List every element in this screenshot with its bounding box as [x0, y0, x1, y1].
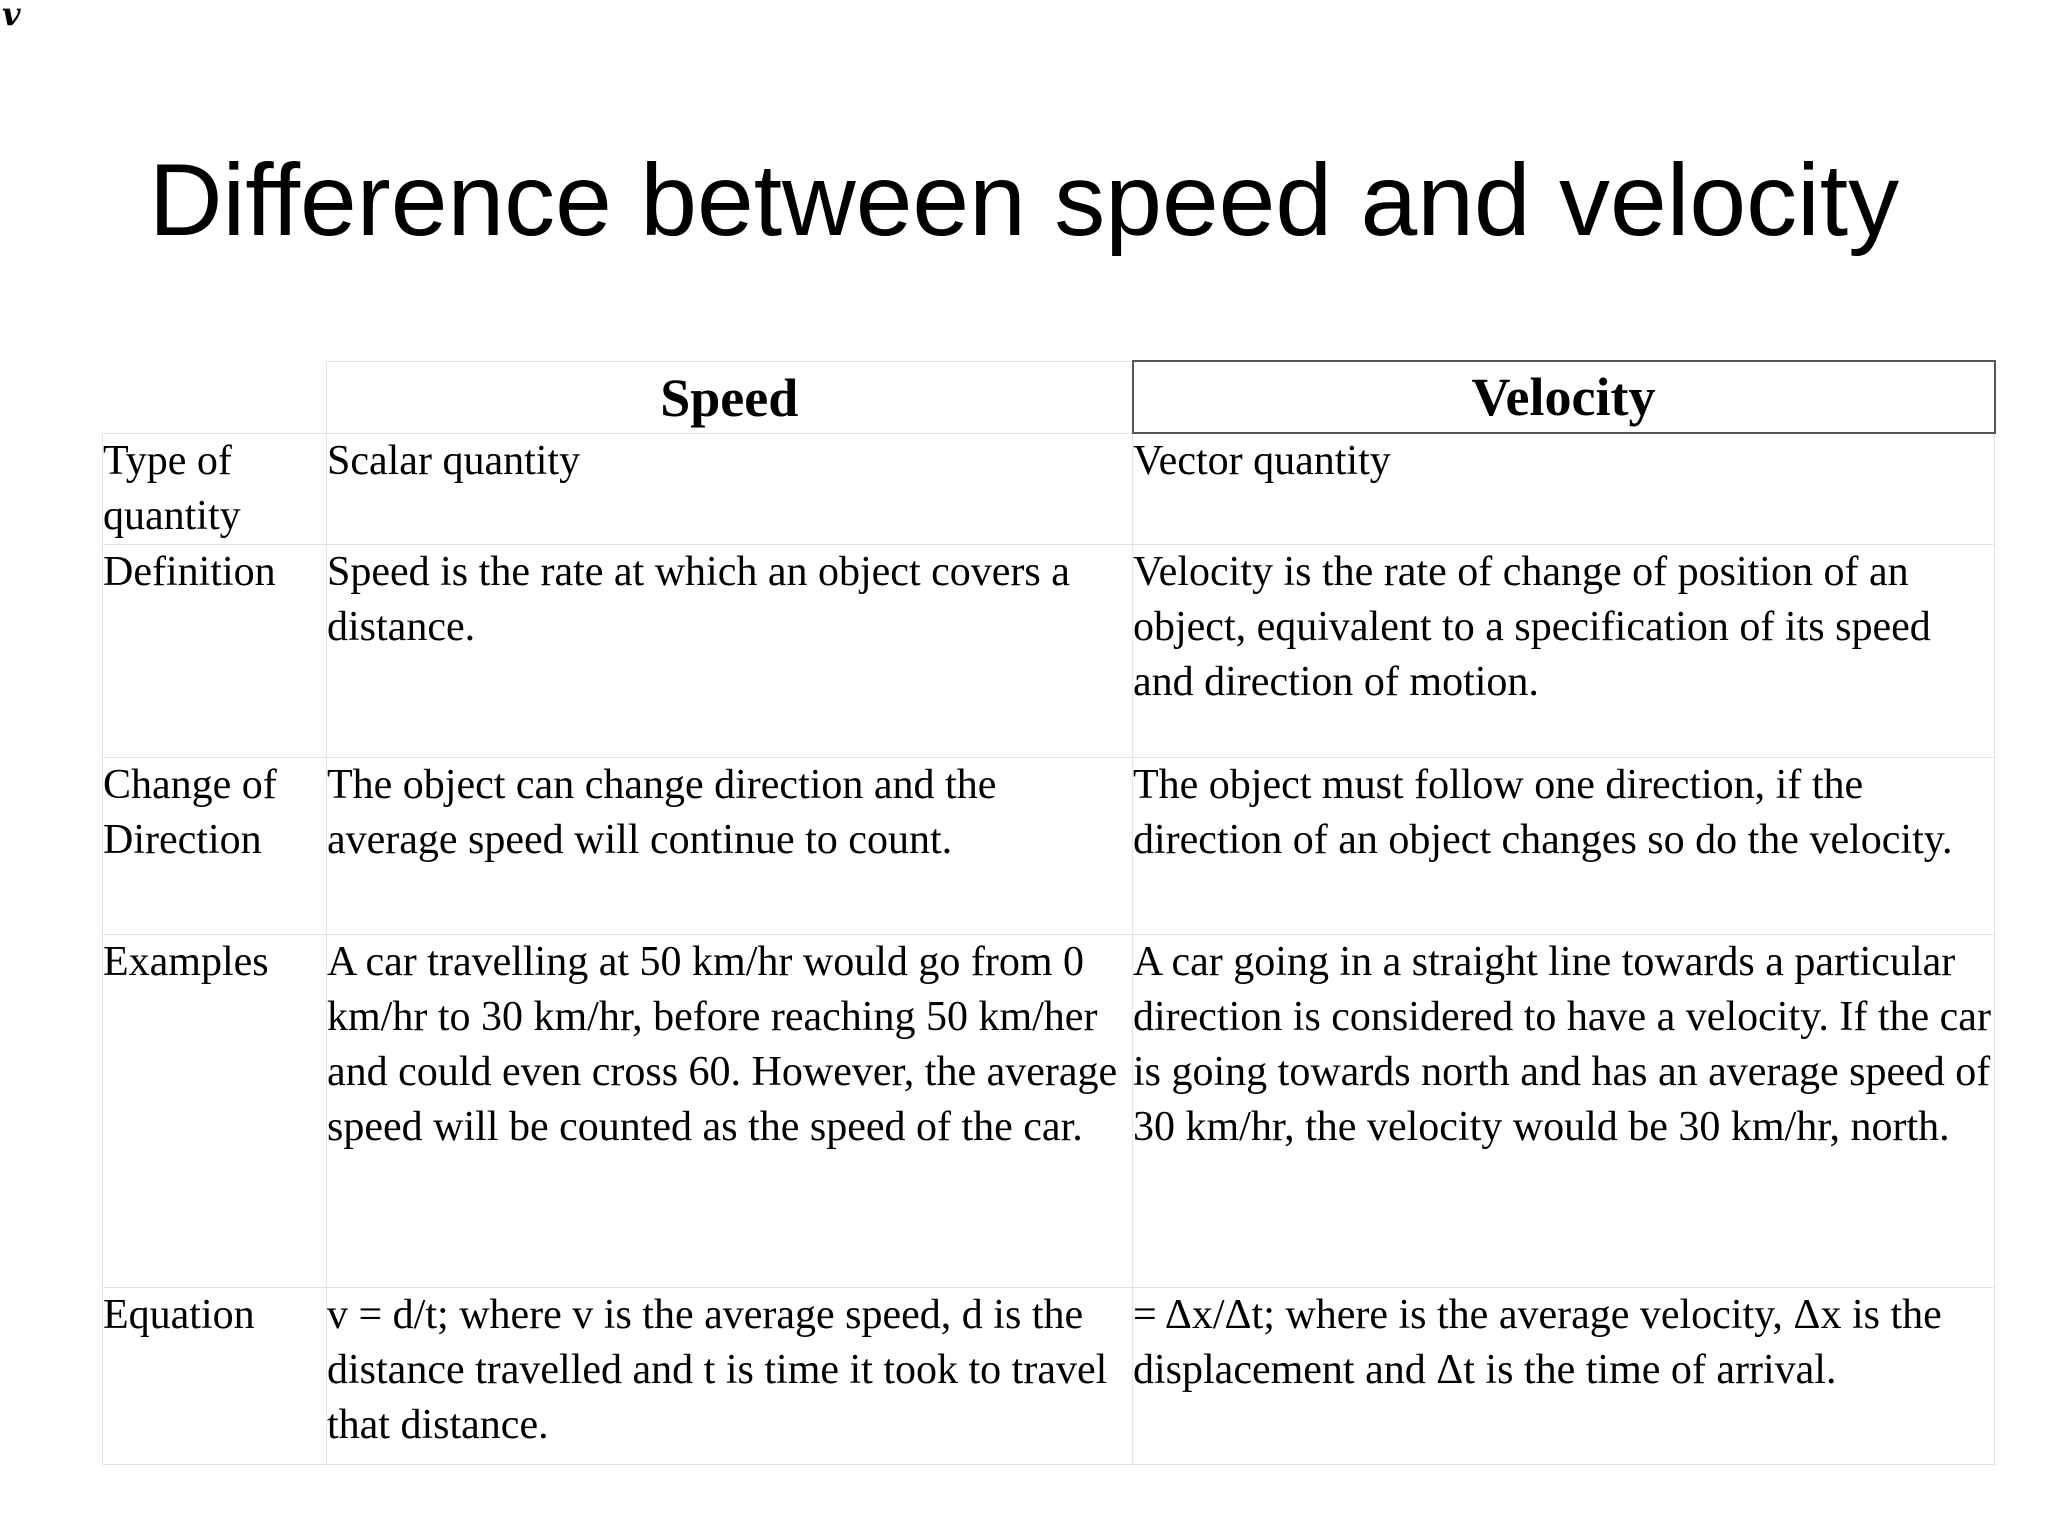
table-row — [103, 934, 1995, 1287]
row-label: Change of Direction — [103, 757, 327, 934]
header-blank-cell — [103, 361, 327, 433]
row-label: Definition — [103, 544, 327, 757]
table-row — [103, 544, 1995, 757]
row-label: Examples — [103, 934, 327, 1287]
table-header-row — [103, 361, 1995, 433]
velocity-cell: The object must follow one direction, if the direction of an object changes so do the velocity. — [1133, 757, 1995, 934]
speed-cell: A car travelling at 50 km/hr would go from 0 km/hr to 30 km/hr, before reaching 50 km/her and could even cross 60. However, the average speed will be counted as the speed of the car. — [327, 934, 1133, 1287]
speed-cell: Speed is the rate at which an object covers a distance. — [327, 544, 1133, 757]
comparison-table — [102, 360, 1996, 1465]
speed-cell: v = d/t; where v is the average speed, d is the distance travelled and t is time it took to travel that distance. — [327, 1287, 1133, 1464]
table-row — [103, 433, 1995, 544]
velocity-cell: Vector quantity — [1133, 433, 1995, 544]
velocity-cell: = Δx/Δt; where is the average velocity, Δx is the displacement and Δt is the time of arrival. — [1133, 1287, 1995, 1464]
velocity-cell: Velocity is the rate of change of position of an object, equivalent to a specification of its speed and direction of motion. — [1133, 544, 1995, 757]
header-speed: Speed — [327, 361, 1133, 433]
slide-title: Difference between speed and velocity — [148, 143, 1900, 257]
row-label: Type of quantity — [103, 433, 327, 544]
speed-cell: The object can change direction and the average speed will continue to count. — [327, 757, 1133, 934]
table-row — [103, 1287, 1995, 1464]
header-velocity: Velocity — [1133, 361, 1995, 433]
speed-cell: Scalar quantity — [327, 433, 1133, 544]
row-label: Equation — [103, 1287, 327, 1464]
velocity-cell: A car going in a straight line towards a particular direction is considered to have a velocity. If the car is going towards north and has an average speed of 30 km/hr, the velocity would be 30 km/hr, north. — [1133, 934, 1995, 1287]
velocity-symbol: v — [2, 0, 21, 33]
table-row — [103, 757, 1995, 934]
